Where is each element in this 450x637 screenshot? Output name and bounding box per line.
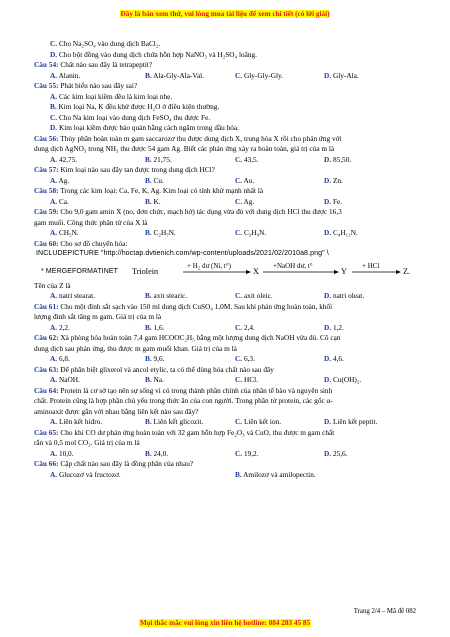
options-57: A. Ag. B. Cu. C. Au. D. Zn. — [50, 175, 343, 185]
options-66: A. Glucozơ và fructozơ. B. Amilozơ và amilopectin. — [50, 469, 316, 479]
scheme-x: X — [253, 266, 259, 276]
question-56: Câu 56: Thủy phân hoàn toàn m gam saccarozơ thu được dung dịch X, trung hòa X rồi cho phản ứng với — [34, 133, 342, 143]
question-61: Câu 61: Cho một đinh sắt sạch vào 150 ml dung dịch CuSO₄ 1,0M. Sau khi phản ứng hoàn toàn, khối — [34, 301, 333, 311]
reaction-scheme-graphic — [34, 260, 416, 281]
option-line: C. Cho Na kim loại vào dung dịch FeSO₄ thu được Fe. — [50, 112, 211, 122]
question-60-ask: Tên của Z là — [34, 280, 71, 290]
question-59: Câu 59: Cho 9,0 gam amin X (no, đơn chức, mạch hở) tác dụng vừa đủ với dung dịch HCl thu được 16,3 — [34, 207, 342, 216]
question-64-cont: chất. Protein cũng là hợp phần chủ yếu trong thức ăn của con người. Trong phân tử protein, các gốc α- — [34, 396, 333, 405]
question-54: Câu 54: Chất nào sau đây là tetrapeptit? — [34, 60, 153, 69]
preview-banner: Đây là bản xem thử, vui lòng mua tài liệu để xem chi tiết (có lời giải) — [120, 10, 330, 18]
include-picture-field: INCLUDEPICTURE "http://hoctap.dvtienich.com/wp-content/uploads/2021/02/2010a8.png" \ — [36, 250, 329, 257]
question-62: Câu 62: Xà phòng hóa hoàn toàn 7,4 gam HCOOC₂H₅ bằng một lượng dung dịch NaOH vừa đủ. Cô cạn — [34, 333, 341, 342]
scheme-arrowhead-2 — [334, 270, 339, 274]
question-66: Câu 66: Cặp chất nào sau đây là đồng phân của nhau? — [34, 459, 194, 468]
option-line: A. Các kim loại kiềm đều là kim loại nhẹ. — [50, 91, 173, 101]
question-58: Câu 58: Trong các kim loại: Ca, Fe, K, Ag. Kim loại có tính khử mạnh nhất là — [34, 186, 264, 195]
question-63: Câu 63: Để phân biệt glixerol và ancol etylic, ta có thể dùng hóa chất nào sau đây — [34, 364, 274, 374]
question-55: Câu 55: Phát biểu nào sau đây sai? — [34, 81, 138, 90]
options-59: A. CH₅N. B. C₂H₇N. C. C₃H₉N. D. C₄H₁₁N. — [50, 228, 358, 237]
options-61: A. 2,2. B. 1,6. C. 2,4. D. 1,2. — [50, 322, 344, 332]
scheme-arrowhead-3 — [396, 270, 401, 274]
question-64-cont: aminoaxit được gắn với nhau bằng liên kết nào sau đây? — [34, 406, 199, 416]
merge-format-field: * MERGEFORMATINET — [41, 267, 119, 275]
question-64: Câu 64: Protein là cơ sở tạo nên sự sống vì có trong thành phần chính của nhân tế bào và nguyên sinh — [34, 385, 333, 395]
document-body — [34, 39, 416, 480]
page-number: Trang 2/4 – Mã đề 082 — [353, 608, 416, 615]
scheme-reagent-1: + H₂ dư (Ni, t°) — [187, 261, 231, 270]
reaction-scheme — [34, 260, 416, 281]
scheme-reagent-2: +NaOH dư, t° — [273, 261, 313, 270]
scheme-reagent-3: + HCl — [362, 261, 380, 270]
question-60: Câu 60: Cho sơ đồ chuyển hóa: — [34, 238, 128, 248]
option-line: D. Cho bột đồng vào dung dịch chứa hỗn hợp NaNO₃ và H₂SO₄ loãng. — [50, 49, 257, 59]
question-56-cont: dung dịch AgNO₃ trong NH₃ thu được 54 gam Ag. Biết các phản ứng xảy ra hoàn toàn, giá trị của m là — [34, 144, 335, 153]
option-line: D. Kim loại kiềm được bảo quản bằng cách ngâm trong dầu hỏa. — [50, 123, 239, 132]
options-54: A. Alanin. B. Ala-Gly-Ala-Val. C. Gly-Gly-Gly. D. Gly-Ala. — [50, 70, 359, 80]
options-58: A. Ca. B. K. C. Ag. D. Fe. — [50, 196, 343, 206]
options-60: A. natri stearat. B. axit stearic. C. axit oleic. D. natri oleat. — [50, 291, 365, 300]
option-line: B. Kim loại Na, K đều khử được H₂O ở điều kiện thường. — [50, 102, 220, 111]
options-56: A. 42,75. B. 21,75. C. 43,5. D. 85,50. — [50, 154, 352, 164]
question-65: Câu 65: Cho khí CO dư phản ứng hoàn toàn với 32 gam hỗn hợp Fe₂O₃ và CuO, thu được m gam chất — [34, 427, 335, 437]
question-59-cont: gam muối. Công thức phân tử của X là — [34, 217, 148, 227]
options-62: A. 6,8. B. 9,6. C. 6,3. D. 4,6. — [50, 354, 344, 363]
scheme-start: Triolein — [132, 266, 159, 276]
options-65: A. 10,0. B. 24,0. C. 19,2. D. 25,6. — [50, 448, 348, 458]
question-57: Câu 57: Kim loại nào sau đây tan được trong dung dịch HCl? — [34, 165, 215, 174]
question-65-cont: rắn và 0,5 mol CO₂. Giá trị của m là — [34, 438, 140, 447]
options-63: A. NaOH. B. Na. C. HCl. D. Cu(OH)₂. — [50, 375, 362, 384]
options-64: A. Liên kết hiđro. B. Liên kết glicozit. C. Liên kết ion. D. Liên kết peptit. — [50, 417, 378, 426]
scheme-y: Y — [341, 266, 347, 276]
question-61-cont: lượng đinh sắt tăng m gam. Giá trị của m là — [34, 312, 162, 321]
scheme-arrowhead-1 — [246, 270, 251, 274]
hotline-banner: Mọi thắc mắc vui lòng xin liên hệ hotline: 084 283 45 85 — [139, 619, 311, 627]
scheme-z: Z. — [403, 266, 411, 276]
option-line: C. Cho Na₂SO₄ vào dung dịch BaCl₂. — [50, 39, 161, 48]
question-62-cont: dung dịch sau phản ứng, thu được m gam muối khan. Giá trị của m là — [34, 343, 237, 353]
